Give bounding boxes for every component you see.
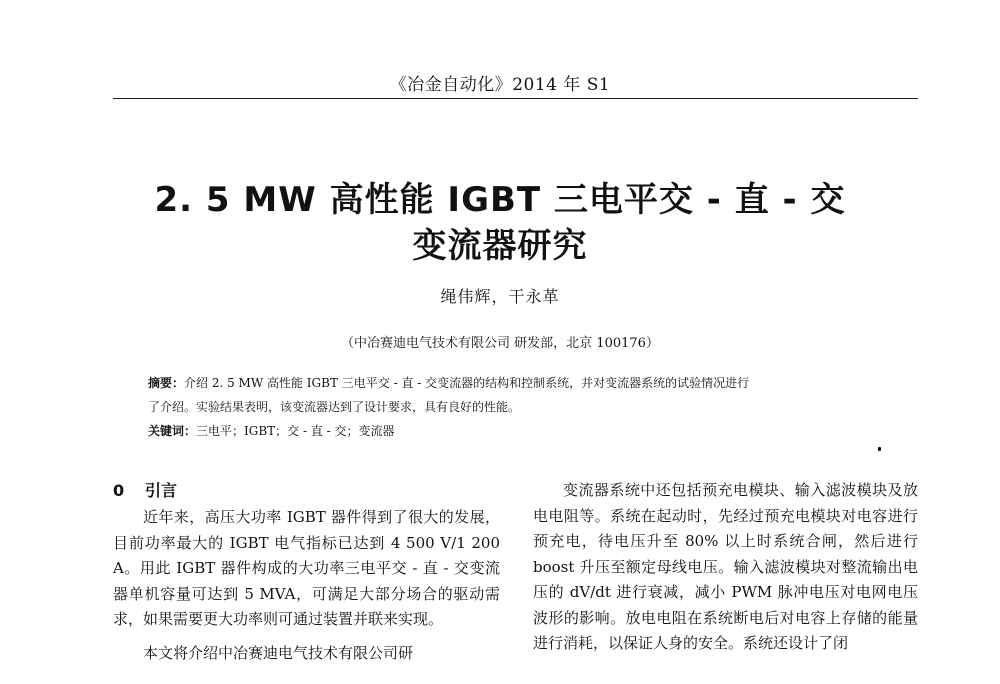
paper-title-line-2: 变流器研究 xyxy=(412,226,588,266)
abstract-text-2: 了介绍。实验结果表明，该变流器达到了设计要求，具有良好的性能。 xyxy=(148,400,521,414)
authors: 绳伟辉，干永革 xyxy=(440,287,560,306)
stray-mark xyxy=(878,447,881,451)
journal-header: 《冶金自动化》2014 年 S1 xyxy=(389,75,611,95)
right-column xyxy=(533,478,918,657)
section-title: 引言 xyxy=(145,481,178,500)
keywords-label: 关键词： xyxy=(148,424,197,438)
abstract-label: 摘要： xyxy=(148,376,185,390)
section-heading xyxy=(113,478,500,505)
left-paragraph-2: 本文将介绍中冶赛迪电气技术有限公司研 xyxy=(143,643,414,662)
keywords-text: 三电平；IGBT；交 - 直 - 交；变流器 xyxy=(196,424,395,438)
header-rule xyxy=(113,98,918,99)
left-column xyxy=(113,478,500,666)
paper-title-line-1: 2. 5 MW 高性能 IGBT 三电平交 - 直 - 交 xyxy=(154,180,846,220)
abstract-text-1: 介绍 2. 5 MW 高性能 IGBT 三电平交 - 直 - 交变流器的结构和控制系统，并对变流器系统的试验情况进行 xyxy=(184,376,750,390)
keywords xyxy=(148,420,908,442)
left-paragraph-1: 近年来，高压大功率 IGBT 器件得到了很大的发展，目前功率最大的 IGBT 电气指标已达到 4 500 V/1 200 A。用此 IGBT 器件构成的大功率三电平交 - 直 - 交变流器单机容量可达到 5 MVA，可满足大部分场合的驱动需求，如果需要更大功率则可通过装置并联来实现。 xyxy=(113,508,500,628)
abstract-line-2 xyxy=(148,396,908,418)
right-paragraph-1: 变流器系统中还包括预充电模块、输入滤波模块及放电电阻等。系统在起动时，先经过预充电模块对电容进行预充电，待电压升至 80% 以上时系统合闸，然后进行 boost 升压至额定母线电压。输入滤波模块对整流输出电压的 dV/dt 进行衰减，减小 PWM 脉冲电压对电网电压波形的影响。放电电阻在系统断电后对电容上存储的能量进行消耗，以保证人身的安全。系统还设计了闭 xyxy=(533,481,918,652)
abstract-line-1 xyxy=(148,372,908,394)
affiliation: （中冶赛迪电气技术有限公司 研发部，北京 100176） xyxy=(341,336,659,351)
section-number: 0 xyxy=(113,481,125,500)
